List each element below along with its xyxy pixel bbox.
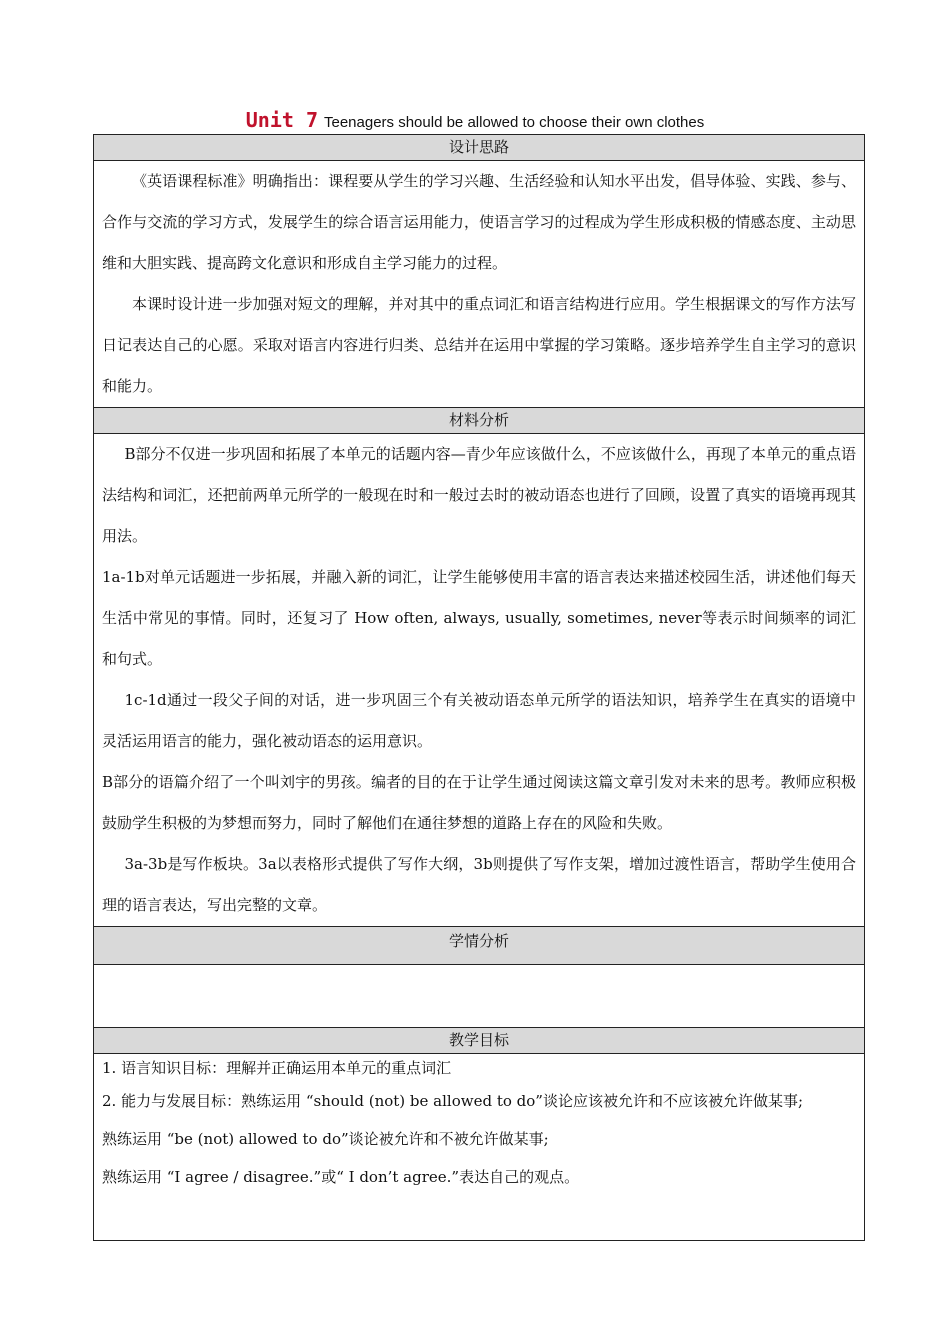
material-heading: 材料分析 bbox=[94, 408, 865, 434]
material-paragraph-5: 3a-3b是写作板块。3a以表格形式提供了写作大纲，3b则提供了写作支架，增加过渡性语言，帮助学生使用合理的语言表达，写出完整的文章。 bbox=[102, 855, 856, 914]
goal-item-2: 2. 能力与发展目标：熟练运用 “should (not) be allowed to do”谈论应该被允许和不应该被允许做某事; bbox=[102, 1092, 804, 1110]
design-heading: 设计思路 bbox=[94, 135, 865, 161]
title-text: Teenagers should be allowed to choose their own clothes bbox=[324, 114, 705, 131]
design-content bbox=[94, 161, 865, 408]
title-unit-label: Unit 7 bbox=[245, 108, 318, 132]
material-paragraph-2: 1a-1b对单元话题进一步拓展，并融入新的词汇，让学生能够使用丰富的语言表达来描述校园生活，讲述他们每天生活中常见的事情。同时，还复习了 How often, always, usually, sometimes, never等表示时间频率的词汇和句式。 bbox=[102, 568, 856, 668]
goal-item-1: 1. 语言知识目标：理解并正确运用本单元的重点词汇 bbox=[102, 1059, 452, 1077]
goals-heading: 教学目标 bbox=[94, 1028, 865, 1054]
lesson-plan-table bbox=[93, 134, 865, 1241]
goal-item-4: 熟练运用 “I agree / disagree.”或“ I don’t agree.”表达自己的观点。 bbox=[102, 1168, 580, 1186]
student-analysis-heading: 学情分析 bbox=[94, 927, 865, 965]
goals-content bbox=[94, 1054, 865, 1241]
material-paragraph-3: 1c-1d通过一段父子间的对话，进一步巩固三个有关被动语态单元所学的语法知识，培养学生在真实的语境中灵活运用语言的能力，强化被动语态的运用意识。 bbox=[102, 691, 856, 750]
design-paragraph-1: 《英语课程标准》明确指出：课程要从学生的学习兴趣、生活经验和认知水平出发，倡导体验、实践、参与、合作与交流的学习方式，发展学生的综合语言运用能力，使语言学习的过程成为学生形成积极的情感态度、主动思维和大胆实践、提高跨文化意识和形成自主学习能力的过程。 bbox=[102, 172, 856, 272]
material-paragraph-1: B部分不仅进一步巩固和拓展了本单元的话题内容—青少年应该做什么，不应该做什么，再现了本单元的重点语法结构和词汇，还把前两单元所学的一般现在时和一般过去时的被动语态也进行了回顾，设置了真实的语境再现其用法。 bbox=[102, 445, 856, 545]
document-title bbox=[0, 108, 950, 132]
goal-item-3: 熟练运用 “be (not) allowed to do”谈论被允许和不被允许做某事; bbox=[102, 1130, 549, 1148]
material-paragraph-4: B部分的语篇介绍了一个叫刘宇的男孩。编者的目的在于让学生通过阅读这篇文章引发对未来的思考。教师应积极鼓励学生积极的为梦想而努力，同时了解他们在通往梦想的道路上存在的风险和失败。 bbox=[102, 773, 856, 832]
student-analysis-content bbox=[94, 965, 865, 1028]
material-content bbox=[94, 434, 865, 927]
design-paragraph-2: 本课时设计进一步加强对短文的理解，并对其中的重点词汇和语言结构进行应用。学生根据课文的写作方法写日记表达自己的心愿。采取对语言内容进行归类、总结并在运用中掌握的学习策略。逐步培养学生自主学习的意识和能力。 bbox=[102, 295, 856, 395]
